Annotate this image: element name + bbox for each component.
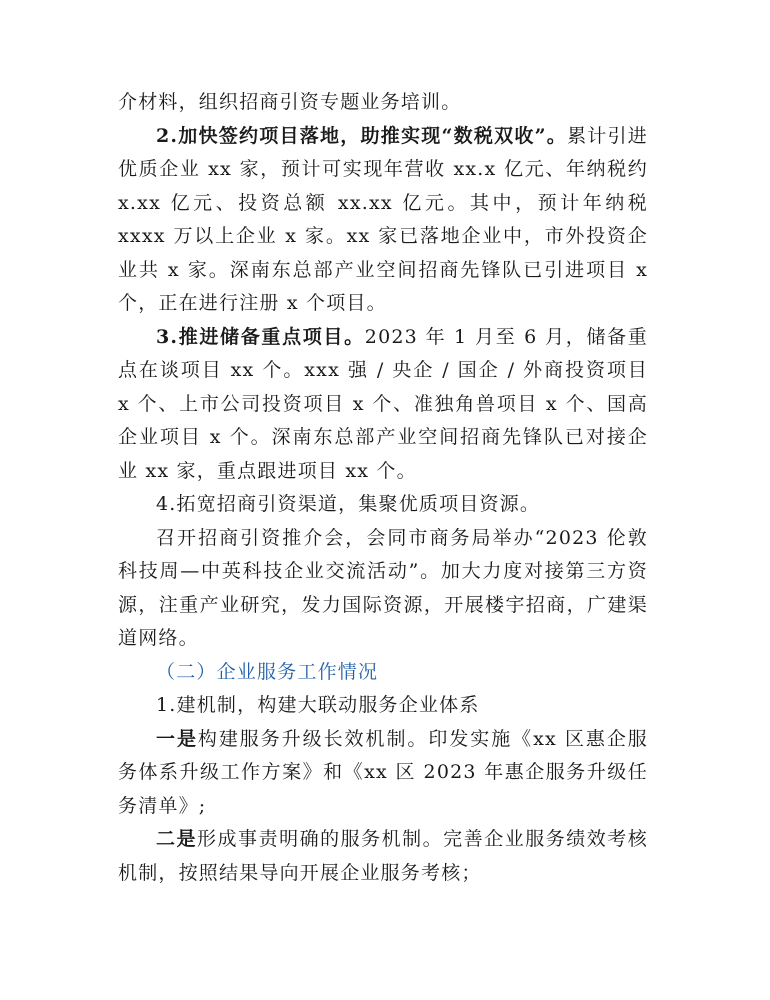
paragraph-2-lead: 2.加快签约项目落地，助推实现“数税双收”。 (156, 124, 568, 147)
paragraph-7-text: 1.建机制，构建大联动服务企业体系 (156, 694, 480, 716)
paragraph-7 (118, 689, 648, 723)
paragraph-4-text: 4.拓宽招商引资渠道，集聚优质项目资源。 (156, 493, 541, 515)
section-heading-text: （二）企业服务工作情况 (156, 660, 379, 683)
paragraph-9-lead: 二是 (156, 828, 198, 850)
paragraph-9 (118, 823, 648, 890)
paragraph-8-lead: 一是 (156, 727, 198, 750)
paragraph-1-text: 介材料，组织招商引资专题业务培训。 (118, 91, 462, 113)
paragraph-2 (118, 120, 648, 321)
paragraph-4 (118, 488, 648, 522)
paragraph-9-text: 形成事责明确的服务机制。完善企业服务绩效考核机制，按照结果导向开展企业服务考核； (118, 828, 648, 884)
paragraph-2-text: 累计引进优质企业 xx 家，预计可实现年营收 xx.x 亿元、年纳税约 x.xx 亿元、投资总额 xx.xx 亿元。其中，预计年纳税 xxxx 万以上企业 x 家。xx 家已落地企业中，市外投资企业共 x 家。深南东总部产业空间招商先锋队已引进项目 x 个，正在进行注册 x 个项目。 (118, 124, 648, 314)
document-body (118, 86, 648, 890)
paragraph-5-text: 召开招商引资推介会，会同市商务局举办“2023 伦敦科技周—中英科技企业交流活动”。加大力度对接第三方资源，注重产业研究，发力国际资源，开展楼宇招商，广建渠道网络。 (118, 526, 648, 649)
paragraph-8 (118, 723, 648, 824)
paragraph-1 (118, 86, 648, 120)
paragraph-3 (118, 321, 648, 489)
paragraph-3-text: 2023 年 1 月至 6 月，储备重点在谈项目 xx 个。xxx 强 / 央企 / 国企 / 外商投资项目 x 个、上市公司投资项目 x 个、准独角兽项目 x 个、国高企业项目 x 个。深南东总部产业空间招商先锋队已对接企业 xx 家，重点跟进项目 xx 个。 (118, 325, 648, 482)
section-heading (118, 656, 648, 690)
paragraph-8-text: 构建服务升级长效机制。印发实施《xx 区惠企服务体系升级工作方案》和《xx 区 2023 年惠企服务升级任务清单》; (118, 727, 648, 817)
paragraph-3-lead: 3.推进储备重点项目。 (156, 325, 365, 348)
paragraph-5 (118, 522, 648, 656)
